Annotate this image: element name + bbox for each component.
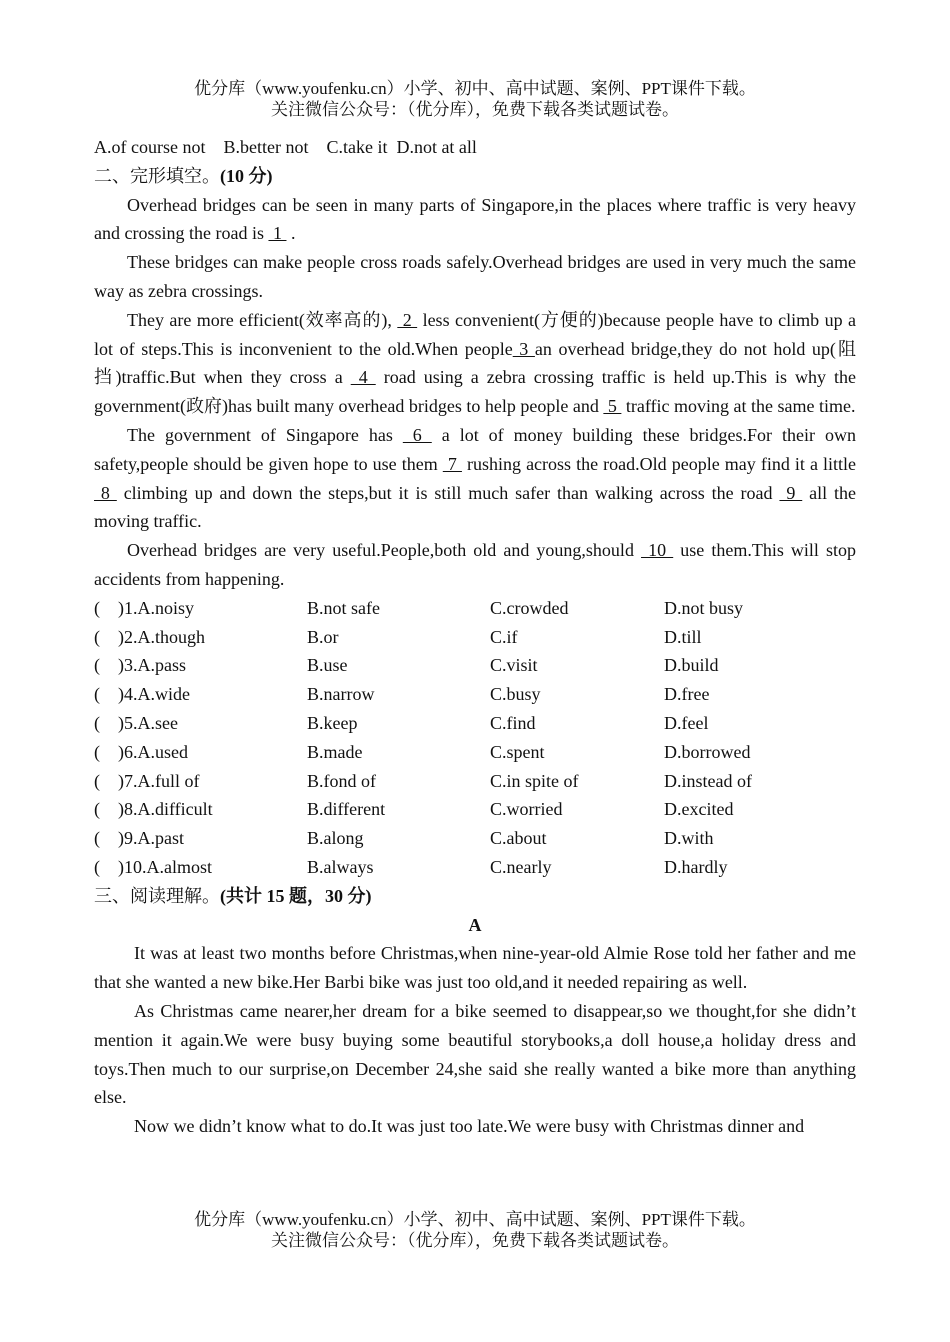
option-d: D.till (664, 626, 702, 647)
option-d: D.hardly (664, 856, 728, 877)
passage-label: A (468, 914, 482, 935)
option-b: B.or (307, 626, 339, 647)
option-row (94, 680, 856, 709)
section-2-title (94, 162, 856, 191)
blank-10: 10 (641, 540, 674, 561)
option-row (94, 795, 856, 824)
option-b: B.always (307, 856, 374, 877)
blank-4: 4 (350, 367, 376, 388)
cloze-paragraph-2: These bridges can make people cross roads safely.Overhead bridges are used in very much the same way as zebra crossings. (94, 252, 856, 301)
header-line-2: 关注微信公众号：（优分库），免费下载各类试题试卷。 (271, 100, 679, 119)
option-row (94, 767, 856, 796)
option-c: C.nearly (490, 856, 552, 877)
reading-paragraph-1: It was at least two months before Christmas,when nine-year-old Almie Rose told her father and me that she wanted a new bike.Her Barbi bike was just too old,and it needed repairing as well. (94, 943, 856, 993)
option-c: C.visit (490, 655, 538, 676)
footer-line-1: 优分库（www.youfenku.cn）小学、初中、高中试题、案例、PPT课件下载。 (194, 1210, 756, 1229)
blank-8: 8 (94, 482, 117, 503)
cloze-text: traffic moving at the same time. (621, 396, 856, 417)
cloze-text: an overhead bridge,they do not hold up(阻挡)traffic.But when they cross a (94, 338, 857, 388)
cloze-paragraph-4 (94, 421, 856, 536)
footer-line-2: 关注微信公众号：（优分库），免费下载各类试题试卷。 (271, 1231, 679, 1250)
cloze-paragraph-1 (94, 191, 856, 249)
option-row (94, 594, 856, 623)
question-number: ( )1.A.noisy (94, 597, 194, 618)
question-number: ( )5.A.see (94, 712, 178, 733)
cloze-text: They are more efficient(效率高的), (127, 309, 398, 330)
cloze-text: less convenient(方便的)because people have to climb up a lot of steps.This is inconvenient to the old.When people (94, 309, 856, 359)
page-footer (0, 1209, 950, 1251)
option-c: C.worried (490, 799, 563, 820)
cloze-text: Overhead bridges are very useful.People,both old and young,should (127, 540, 642, 561)
option-b: B.along (307, 828, 364, 849)
option-b: B.use (307, 655, 348, 676)
option-row (94, 709, 856, 738)
option-row (94, 623, 856, 652)
cloze-paragraph-5 (94, 536, 856, 594)
option-b: B.not safe (307, 597, 380, 618)
cloze-text: all the moving traffic. (94, 482, 857, 532)
reading-paragraph-2: As Christmas came nearer,her dream for a bike seemed to disappear,so we thought,for she didn’t mention it again.We were busy buying some beautiful storybooks,a doll house,a holiday dress and toys.Then much to our surprise,on December 24,she said she really wanted a bike more than anything else. (94, 1000, 856, 1108)
section-3-label: 三、阅读理解。 (94, 885, 220, 906)
option-c: C.crowded (490, 597, 569, 618)
option-d: D.not busy (664, 597, 744, 618)
question-number: ( )9.A.past (94, 828, 184, 849)
blank-9: 9 (779, 482, 803, 503)
document-body (94, 133, 856, 1141)
cloze-text: Overhead bridges can be seen in many parts of Singapore,in the places where traffic is very heavy and crossing the road is (94, 194, 856, 244)
option-b: B.made (307, 741, 363, 762)
blank-2: 2 (397, 309, 418, 330)
options-table (94, 594, 856, 882)
cloze-text: climbing up and down the steps,but it is still much safer than walking across the road (116, 482, 780, 503)
cloze-text: rushing across the road.Old people may find it a little (461, 453, 857, 474)
option-d: D.excited (664, 799, 734, 820)
question-number: ( )2.A.though (94, 626, 205, 647)
option-b: B.different (307, 799, 386, 820)
blank-5: 5 (603, 396, 622, 417)
option-row (94, 853, 856, 882)
option-b: B.narrow (307, 684, 375, 705)
cloze-text: The government of Singapore has (127, 424, 403, 445)
option-row (94, 738, 856, 767)
section-3-title (94, 882, 856, 911)
option-d: D.borrowed (664, 741, 751, 762)
question-number: ( )4.A.wide (94, 684, 190, 705)
page-header (0, 78, 950, 120)
option-c: C.busy (490, 684, 541, 705)
option-row (94, 824, 856, 853)
option-c: C.spent (490, 741, 545, 762)
option-d: D.build (664, 655, 719, 676)
blank-3: 3 (512, 338, 535, 359)
option-d: D.instead of (664, 770, 752, 791)
option-c: C.about (490, 828, 547, 849)
section-2-score: (10 分) (220, 165, 273, 186)
option-b: B.keep (307, 712, 358, 733)
previous-question-options: A.of course not B.better not C.take it D.not at all (94, 137, 477, 157)
option-d: D.with (664, 828, 714, 849)
blank-7: 7 (442, 453, 462, 474)
question-number: ( )7.A.full of (94, 770, 200, 791)
option-row (94, 651, 856, 680)
question-number: ( )6.A.used (94, 741, 188, 762)
question-number: ( )10.A.almost (94, 856, 212, 877)
cloze-text: a lot of money building these bridges.For their own safety,people should be given hope to use them (94, 424, 856, 474)
section-2-label: 二、完形填空。 (94, 165, 220, 186)
option-d: D.free (664, 684, 710, 705)
cloze-paragraph-3 (94, 306, 856, 421)
option-d: D.feel (664, 712, 709, 733)
question-number: ( )3.A.pass (94, 655, 186, 676)
header-line-1: 优分库（www.youfenku.cn）小学、初中、高中试题、案例、PPT课件下载。 (194, 79, 756, 98)
cloze-text: use them.This will stop accidents from happening. (94, 540, 857, 589)
section-3-score: (共计 15 题，30 分) (220, 885, 372, 906)
reading-paragraph-3: Now we didn’t know what to do.It was just too late.We were busy with Christmas dinner and (134, 1116, 805, 1137)
option-c: C.find (490, 712, 536, 733)
blank-6: 6 (402, 424, 432, 445)
cloze-text: road using a zebra crossing traffic is held up.This is why the government(政府)has built many overhead bridges to help people and (94, 367, 856, 417)
option-c: C.in spite of (490, 770, 579, 791)
option-b: B.fond of (307, 770, 376, 791)
cloze-text: . (286, 223, 296, 244)
option-c: C.if (490, 626, 518, 647)
question-number: ( )8.A.difficult (94, 799, 213, 820)
blank-1: 1 (268, 223, 287, 244)
